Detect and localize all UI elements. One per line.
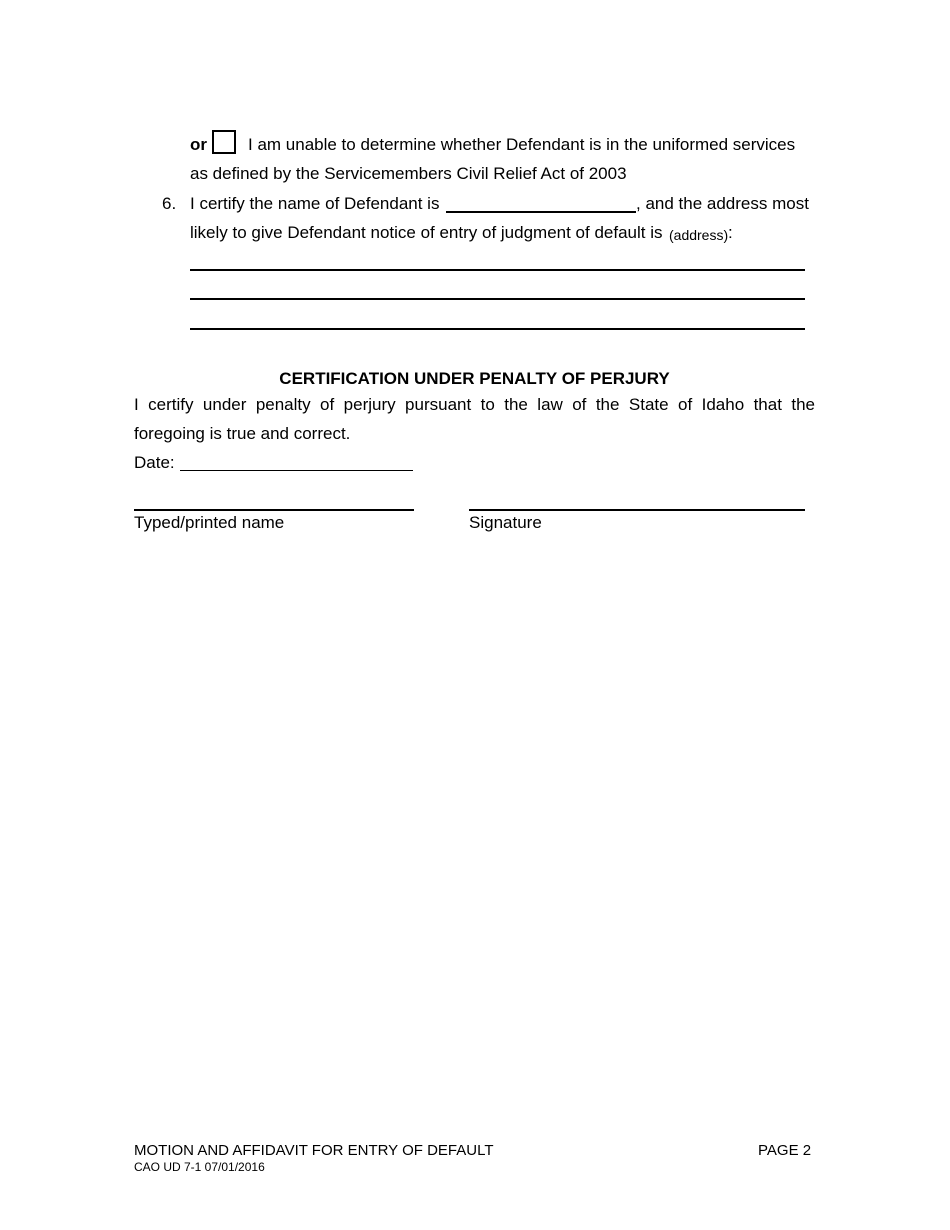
address-hint: (address) [669,227,729,243]
item6-text-before: I certify the name of Defendant is [190,194,440,213]
option-text-line2: as defined by the Servicemembers Civil Relief Act of 2003 [190,164,627,183]
certification-text-line1: I certify under penalty of perjury pursuant to the law of the State of Idaho that the [134,395,815,414]
certification-text-line2: foregoing is true and correct. [134,424,351,443]
option-text-line1: I am unable to determine whether Defendant is in the uniformed services [248,135,796,154]
printed-name-field[interactable] [134,509,414,511]
item-number: 6. [162,194,177,213]
certification-heading: CERTIFICATION UNDER PENALTY OF PERJURY [279,369,670,388]
address-line-3[interactable] [190,328,805,330]
item6-line2-text: likely to give Defendant notice of entry of judgment of default is [190,223,663,242]
defendant-name-field[interactable] [446,211,636,213]
date-field[interactable] [180,470,413,471]
or-label: or [190,135,207,154]
address-colon: : [728,223,733,242]
uniformed-services-unknown-checkbox[interactable] [212,130,236,154]
printed-name-label: Typed/printed name [134,513,285,532]
item6-text-after: , and the address most [636,194,809,213]
signature-field[interactable] [469,509,805,511]
footer-page-number: PAGE 2 [758,1142,812,1159]
footer-title: MOTION AND AFFIDAVIT FOR ENTRY OF DEFAULT [134,1142,494,1159]
date-label: Date: [134,453,175,472]
signature-label: Signature [469,513,542,532]
address-line-2[interactable] [190,298,805,300]
footer-form-code: CAO UD 7-1 07/01/2016 [134,1160,265,1174]
address-line-1[interactable] [190,269,805,271]
